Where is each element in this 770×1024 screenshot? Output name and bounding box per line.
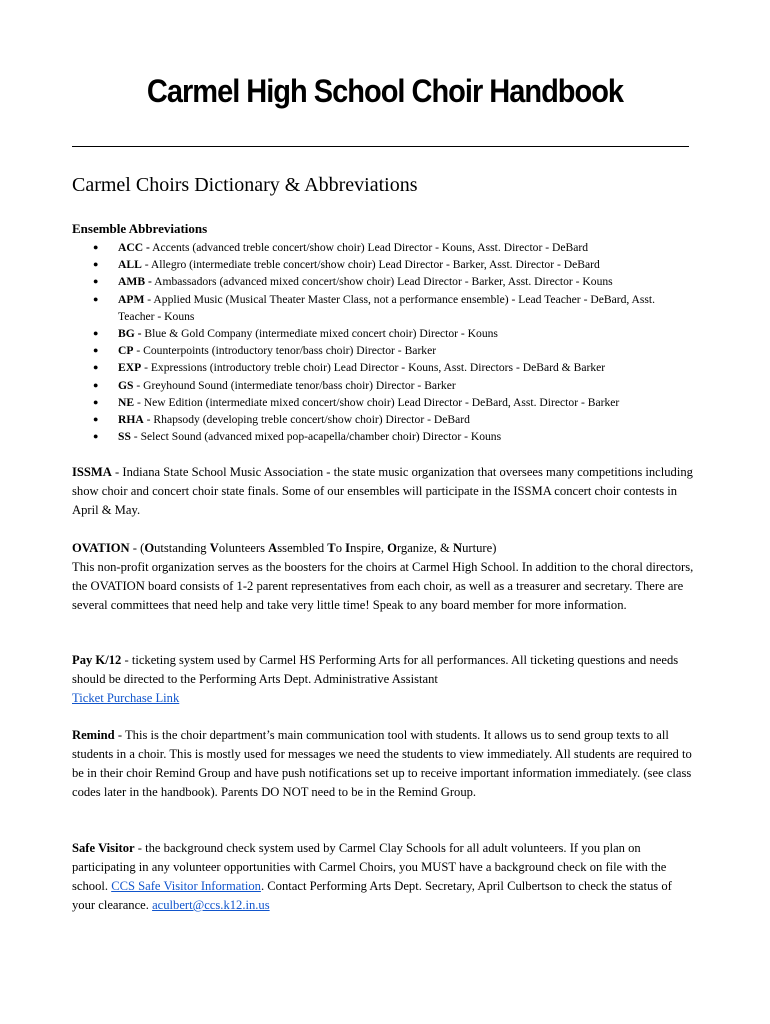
ccs-safe-visitor-link[interactable]: CCS Safe Visitor Information [111, 879, 261, 893]
list-item [72, 377, 692, 394]
remind-term: Remind [72, 728, 115, 742]
list-item [72, 394, 692, 411]
abbreviation: CP [118, 344, 134, 358]
list-item [72, 342, 692, 359]
abbreviation: APM [118, 292, 145, 306]
abbreviation-description: - Greyhound Sound (intermediate tenor/bass choir) Director - Barker [133, 378, 456, 392]
abbreviation: ALL [118, 258, 142, 272]
issma-definition: - Indiana State School Music Association - the state music organization that oversees many competitions including show choir and concert choir state finals. Some of our ensembles will participate in the ISSMA concert choir contests in April & May. [72, 465, 693, 517]
abbreviation: BG - [118, 327, 142, 341]
acronym-text: urture) [462, 541, 497, 555]
remind-definition: - This is the choir department’s main communication tool with students. It allows us to send group texts to all students in a choir. This is mostly used for messages we need the students to view immediately. All students are required to be in their choir Remind Group and have push notifications set up to receive important information immediately. (see class codes later in the handbook). Parents DO NOT need to be in the Remind Group. [72, 728, 692, 799]
document-title: Carmel High School Choir Handbook [146, 74, 624, 110]
acronym-text: ssembled [277, 541, 328, 555]
payk12-paragraph [72, 651, 697, 708]
bullet-icon: ● [93, 328, 99, 339]
bullet-icon: ● [93, 276, 99, 287]
ensemble-abbreviations-list [72, 239, 692, 445]
abbreviation: AMB - [118, 275, 152, 289]
abbreviation-description: Blue & Gold Company (intermediate mixed concert choir) Director - Kouns [141, 327, 498, 341]
acronym-text: nspire, [350, 541, 388, 555]
bullet-icon: ● [93, 396, 99, 407]
ovation-acronym [130, 541, 497, 555]
bullet-icon: ● [93, 414, 99, 425]
list-item [72, 273, 692, 290]
abbreviation-description: - New Edition (intermediate mixed concert/show choir) Lead Director - DeBard, Asst. Director - Barker [134, 395, 620, 409]
acronym-text: - ( [129, 541, 145, 555]
list-item [72, 239, 692, 256]
abbreviation-description: - Select Sound (advanced mixed pop-acapella/chamber choir) Director - Kouns [130, 430, 502, 444]
acronym-letter: O [387, 541, 397, 555]
ensemble-abbreviations-heading: Ensemble Abbreviations [72, 221, 208, 236]
abbreviation-description: - Expressions (introductory treble choir) Lead Director - Kouns, Asst. Directors - DeBard & Barker [141, 361, 606, 375]
bullet-icon: ● [93, 379, 99, 390]
abbreviation: RHA [118, 413, 144, 427]
acronym-text: rganize, & [396, 541, 454, 555]
payk12-definition: - ticketing system used by Carmel HS Performing Arts for all performances. All ticketing questions and needs should be directed to the Performing Arts Dept. Administrative Assistant [72, 653, 679, 686]
acronym-letter: O [144, 541, 155, 555]
acronym-letter: V [209, 541, 219, 555]
acronym-letter: A [268, 541, 278, 555]
list-item [72, 325, 692, 342]
list-item [72, 291, 692, 325]
acronym-letter: N [453, 541, 463, 555]
acronym-letter: I [345, 541, 351, 555]
bullet-icon: ● [93, 242, 99, 252]
bullet-icon: ● [93, 362, 99, 373]
abbreviation: GS [118, 378, 134, 392]
safe-visitor-definition: - the background check system used by Carmel Clay Schools for all adult volunteers. If you plan on participating in any volunteer opportunities with Carmel Choirs, you MUST have a background check on file with the school. [72, 841, 667, 893]
abbreviation-description: Accents (advanced treble concert/show choir) Lead Director - Kouns, Asst. Director - DeBard [149, 241, 589, 254]
abbreviation-description: - Rhapsody (developing treble concert/show choir) Director - DeBard [143, 413, 470, 427]
abbreviation-description: - Applied Music (Musical Theater Master Class, not a performance ensemble) - Lead Teacher - DeBard, Asst. Teacher - Kouns [118, 292, 656, 323]
issma-term: ISSMA [72, 465, 112, 479]
safe-visitor-paragraph [72, 839, 697, 915]
list-item [72, 256, 692, 273]
abbreviation: SS [118, 430, 131, 444]
abbreviation: EXP [118, 361, 142, 375]
abbreviation-description: - Counterpoints (introductory tenor/bass choir) Director - Barker [133, 344, 437, 358]
acronym-text: utstanding [154, 541, 210, 555]
issma-paragraph [72, 463, 697, 520]
bullet-icon: ● [93, 293, 99, 304]
acronym-text: o [335, 541, 346, 555]
ticket-purchase-link[interactable]: Ticket Purchase Link [72, 691, 180, 705]
remind-paragraph [72, 726, 697, 802]
acronym-letter: T [327, 541, 336, 555]
list-item [72, 428, 692, 445]
abbreviation-description: Ambassadors (advanced mixed concert/show choir) Lead Director - Barker, Asst. Director - Kouns [151, 275, 613, 289]
abbreviation-description: - Allegro (intermediate treble concert/show choir) Lead Director - Barker, Asst. Director - DeBard [141, 258, 600, 272]
email-link[interactable]: aculbert@ccs.k12.in.us [152, 898, 270, 912]
abbreviation: ACC - [118, 241, 150, 254]
bullet-icon: ● [93, 259, 99, 270]
abbreviation: NE [118, 395, 135, 409]
payk12-term: Pay K/12 [72, 653, 122, 667]
section-heading: Carmel Choirs Dictionary & Abbreviations [72, 174, 418, 196]
title-divider [72, 146, 689, 147]
acronym-text: olunteers [218, 541, 269, 555]
safe-visitor-contact: . Contact Performing Arts Dept. Secretary, April Culbertson to check the status of your clearance. [72, 879, 672, 912]
ovation-term: OVATION [72, 541, 130, 555]
list-item [72, 411, 692, 428]
bullet-icon: ● [93, 431, 99, 442]
bullet-icon: ● [93, 345, 99, 356]
safe-visitor-term: Safe Visitor [72, 841, 135, 855]
ovation-paragraph [72, 539, 697, 615]
ovation-definition: This non-profit organization serves as the boosters for the choirs at Carmel High School. In addition to the choral directors, the OVATION board consists of 1-2 parent representatives from each choir, as well as a treasurer and secretary. There are several committees that need help and take very little time! Speak to any board member for more information. [72, 560, 694, 612]
list-item [72, 359, 692, 376]
